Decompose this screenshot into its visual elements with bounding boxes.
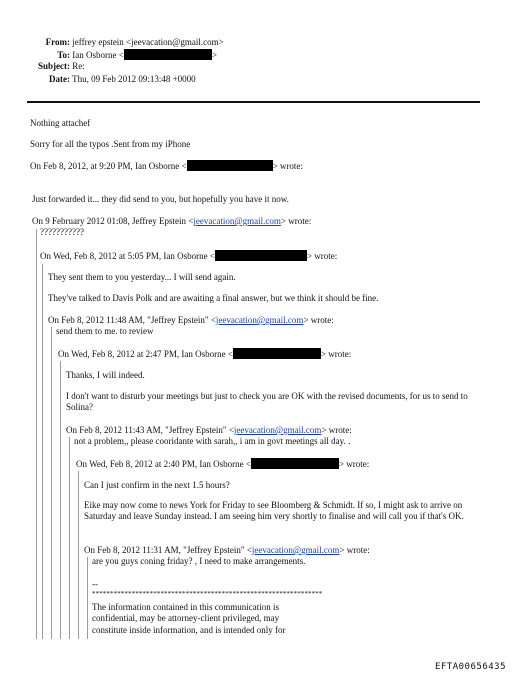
subject-label: Subject: bbox=[38, 61, 70, 71]
signature-line-2: confidential, may be attorney-client privileged, may bbox=[92, 613, 280, 623]
redaction-box bbox=[187, 160, 273, 171]
quote-3-text-1: They sent them to you yesterday... I will send again. bbox=[48, 272, 236, 282]
body-line-1: Nothing attachef bbox=[30, 118, 91, 128]
from-label: From: bbox=[45, 37, 70, 47]
subject-row bbox=[24, 61, 85, 72]
redaction-box bbox=[215, 250, 307, 261]
email-link[interactable]: jeevacation@gmail.com bbox=[233, 425, 322, 435]
quote-4-text: send them to me. to review bbox=[56, 326, 154, 336]
to-label: To: bbox=[57, 50, 70, 60]
to-row: To: Ian Osborne < > bbox=[24, 49, 217, 61]
date-row bbox=[24, 74, 196, 85]
from-row bbox=[24, 37, 224, 48]
from-value: jeffrey epstein <jeevacation@gmail.com> bbox=[72, 37, 224, 47]
signature-stars: **************************************************************** bbox=[92, 590, 323, 598]
redaction-box bbox=[251, 458, 339, 469]
redaction-box bbox=[124, 49, 212, 60]
to-value: Ian Osborne < bbox=[72, 50, 124, 60]
quote-5-text-1: Thanks, I will indeed. bbox=[66, 370, 145, 380]
quote-3-attribution: On Wed, Feb 8, 2012 at 5:05 PM, Ian Osborne < > wrote: bbox=[40, 251, 338, 261]
date-value: Thu, 09 Feb 2012 09:13:48 +0000 bbox=[72, 74, 196, 84]
signature-line-3: constitute inside information, and is intended only for bbox=[92, 625, 286, 635]
quote-2-attribution: On 9 February 2012 01:08, Jeffrey Epstein <jeevacation@gmail.com> wrote: bbox=[32, 216, 312, 226]
quote-7-attribution: On Wed, Feb 8, 2012 at 2:40 PM, Ian Osborne < > wrote: bbox=[76, 459, 370, 469]
quote-6-text: not a problem,, please cooridante with sarah,, i am in govt meetings all day. . bbox=[74, 436, 351, 446]
quote-4-attribution: On Feb 8, 2012 11:48 AM, "Jeffrey Epstein" <jeevacation@gmail.com> wrote: bbox=[48, 315, 334, 325]
quote-bar-level-7 bbox=[87, 557, 88, 639]
quote-5-text-2: I don't want to disturb your meetings but just to check you are OK with the revised documents, for us to send to Solina? bbox=[66, 391, 468, 412]
quote-bar-level-1 bbox=[36, 229, 37, 639]
body-line-2: Sorry for all the typos .Sent from my iPhone bbox=[30, 139, 191, 149]
date-label: Date: bbox=[49, 74, 70, 84]
email-link[interactable]: jeevacation@gmail.com bbox=[215, 315, 304, 325]
quote-8-text: are you guys coning friday? , I need to make arrangements. bbox=[92, 556, 306, 566]
signature-line-1: The information contained in this communication is bbox=[92, 602, 279, 612]
quote-6-attribution: On Feb 8, 2012 11:43 AM, "Jeffrey Epstein" <jeevacation@gmail.com> wrote: bbox=[66, 425, 352, 435]
quote-3-text-2: They've talked to Davis Polk and are awaiting a final answer, but we think it should be fine. bbox=[48, 293, 379, 303]
signature-dash: -- bbox=[92, 579, 98, 589]
header-divider bbox=[27, 101, 480, 103]
redaction-box bbox=[233, 348, 321, 359]
quote-7-text-1: Can I just confirm in the next 1.5 hours? bbox=[84, 480, 230, 490]
quote-8-attribution: On Feb 8, 2012 11:31 AM, "Jeffrey Epstein" <jeevacation@gmail.com> wrote: bbox=[84, 545, 370, 555]
quote-2-text: ??????????? bbox=[40, 227, 84, 237]
quote-bar-level-3 bbox=[51, 327, 52, 639]
quote-bar-level-2 bbox=[42, 264, 43, 639]
quote-5-attribution: On Wed, Feb 8, 2012 at 2:47 PM, Ian Osborne < > wrote: bbox=[58, 349, 352, 359]
quote-1-attribution: On Feb 8, 2012, at 9:20 PM, Ian Osborne < > wrote: bbox=[30, 161, 303, 171]
quote-bar-level-5 bbox=[69, 437, 70, 639]
quote-bar-level-4 bbox=[60, 361, 61, 639]
document-id: EFTA00656435 bbox=[434, 662, 506, 672]
subject-value: Re: bbox=[72, 61, 85, 71]
quote-1-text: Just forwarded it... they did send to you, but hopefully you have it now. bbox=[32, 194, 289, 204]
quote-bar-level-6 bbox=[78, 471, 79, 639]
quote-7-text-2: Eike may now come to news York for Friday to see Bloomberg & Schmidt. If so, I might ask to arrive on Saturday and leave Sunday instead. I am seeing him very shortly to finalise and will call you if that's OK. bbox=[84, 500, 464, 521]
email-link[interactable]: jeevacation@gmail.com bbox=[251, 545, 340, 555]
email-link[interactable]: jeevacation@gmail.com bbox=[193, 216, 281, 226]
